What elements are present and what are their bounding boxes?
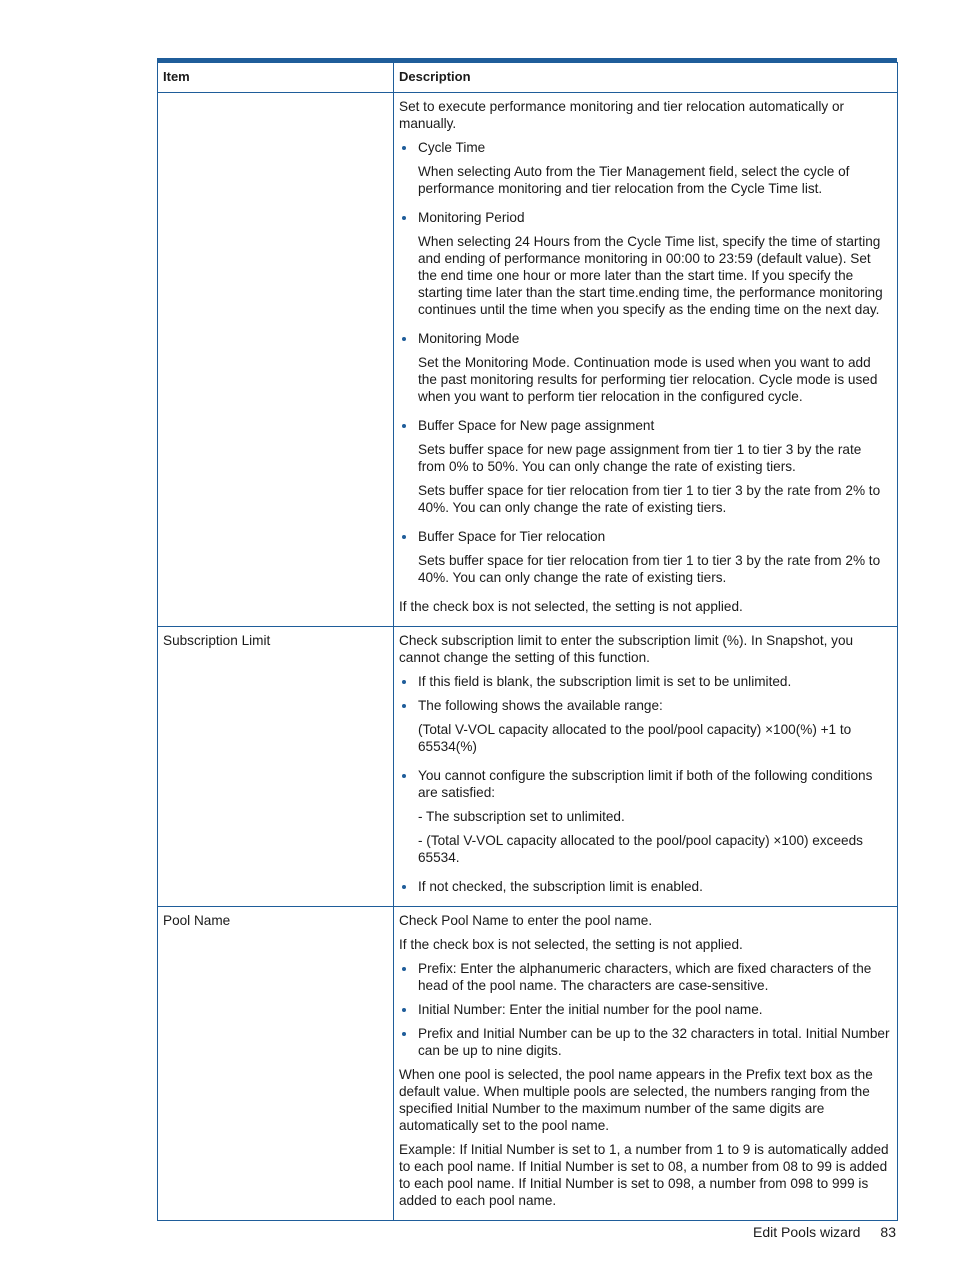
row3-item: Pool Name bbox=[158, 907, 394, 1221]
list-item bbox=[399, 139, 892, 197]
footer-section-title: Edit Pools wizard bbox=[753, 1224, 861, 1240]
row3-para: If the check box is not selected, the setting is not applied. bbox=[399, 937, 743, 952]
list-item: If not checked, the subscription limit is enabled. bbox=[399, 878, 892, 895]
row3-bullet-list bbox=[399, 960, 892, 1059]
bullet-title: Cycle Time bbox=[418, 140, 486, 155]
bullet-title: You cannot configure the subscription limit if both of the following conditions are satisfied: bbox=[418, 768, 873, 800]
header-description: Description bbox=[394, 63, 898, 93]
bullet-text: - The subscription set to unlimited. bbox=[418, 809, 625, 824]
bullet-title: Monitoring Period bbox=[418, 210, 525, 225]
bullet-text: Sets buffer space for tier relocation from tier 1 to tier 3 by the rate from 2% to 40%. You can only change the rate of existing tiers. bbox=[418, 483, 881, 515]
table-header-row bbox=[158, 63, 898, 93]
list-item bbox=[399, 697, 892, 755]
row1-bullet-list bbox=[399, 139, 892, 586]
bullet-title: Monitoring Mode bbox=[418, 331, 520, 346]
row2-description bbox=[394, 627, 898, 907]
list-item bbox=[399, 528, 892, 586]
list-item: Initial Number: Enter the initial number for the pool name. bbox=[399, 1001, 892, 1018]
list-item bbox=[399, 417, 892, 516]
page-footer bbox=[753, 1223, 896, 1241]
row3-para: Example: If Initial Number is set to 1, a number from 1 to 9 is automatically added to each pool name. If Initial Number is set to 08, a number from 08 to 99 is added to each pool name. If Initial Number is set to 098, a number from 098 to 999 is added to each pool name. bbox=[399, 1142, 889, 1208]
table-row bbox=[158, 627, 898, 907]
row3-para: When one pool is selected, the pool name appears in the Prefix text box as the default value. When multiple pools are selected, the numbers ranging from the specified Initial Number to the maximum number of the same digits are automatically set to the pool name. bbox=[399, 1067, 873, 1133]
parameter-table bbox=[157, 62, 898, 1221]
row2-bullet-list bbox=[399, 673, 892, 895]
bullet-title: Buffer Space for New page assignment bbox=[418, 418, 655, 433]
table-row bbox=[158, 907, 898, 1221]
list-item: Prefix and Initial Number can be up to the 32 characters in total. Initial Number can be up to nine digits. bbox=[399, 1025, 892, 1059]
list-item bbox=[399, 767, 892, 866]
bullet-text: Sets buffer space for new page assignment from tier 1 to tier 3 by the rate from 0% to 50%. You can only change the rate of existing tiers. bbox=[418, 442, 862, 474]
bullet-text: (Total V-VOL capacity allocated to the pool/pool capacity) ×100(%) +1 to 65534(%) bbox=[418, 722, 852, 754]
row2-item: Subscription Limit bbox=[158, 627, 394, 907]
bullet-text: When selecting Auto from the Tier Management field, select the cycle of performance monitoring and tier relocation from the Cycle Time list. bbox=[418, 164, 850, 196]
table-row bbox=[158, 93, 898, 627]
list-item bbox=[399, 330, 892, 405]
bullet-text: Sets buffer space for tier relocation from tier 1 to tier 3 by the rate from 2% to 40%. You can only change the rate of existing tiers. bbox=[418, 553, 881, 585]
list-item: If this field is blank, the subscription limit is set to be unlimited. bbox=[399, 673, 892, 690]
bullet-text: - (Total V-VOL capacity allocated to the pool/pool capacity) ×100) exceeds 65534. bbox=[418, 833, 863, 865]
page-number: 83 bbox=[880, 1224, 896, 1240]
bullet-text: When selecting 24 Hours from the Cycle Time list, specify the time of starting and ending of performance monitoring in 00:00 to 23:59 (default value). Set the end time one hour or more later than the start time. If you specify the starting time later than the start time.ending time, the performance monitoring continues until the time when you specify as the ending time on the next day. bbox=[418, 234, 883, 317]
bullet-title: Buffer Space for Tier relocation bbox=[418, 529, 606, 544]
row1-intro: Set to execute performance monitoring and tier relocation automatically or manually. bbox=[399, 99, 845, 131]
row3-description bbox=[394, 907, 898, 1221]
row1-item bbox=[158, 93, 394, 627]
row1-outro: If the check box is not selected, the setting is not applied. bbox=[399, 599, 743, 614]
row2-intro: Check subscription limit to enter the subscription limit (%). In Snapshot, you cannot change the setting of this function. bbox=[399, 633, 854, 665]
bullet-text: Set the Monitoring Mode. Continuation mode is used when you want to add the past monitoring results for performing tier relocation. Cycle mode is used when you want to perform tier relocation in the configured cycle. bbox=[418, 355, 878, 404]
header-item: Item bbox=[158, 63, 394, 93]
list-item bbox=[399, 209, 892, 318]
list-item: Prefix: Enter the alphanumeric characters, which are fixed characters of the head of the pool name. The characters are case-sensitive. bbox=[399, 960, 892, 994]
bullet-title: The following shows the available range: bbox=[418, 698, 663, 713]
row3-para: Check Pool Name to enter the pool name. bbox=[399, 913, 653, 928]
table-container bbox=[157, 58, 897, 1221]
row1-description bbox=[394, 93, 898, 627]
